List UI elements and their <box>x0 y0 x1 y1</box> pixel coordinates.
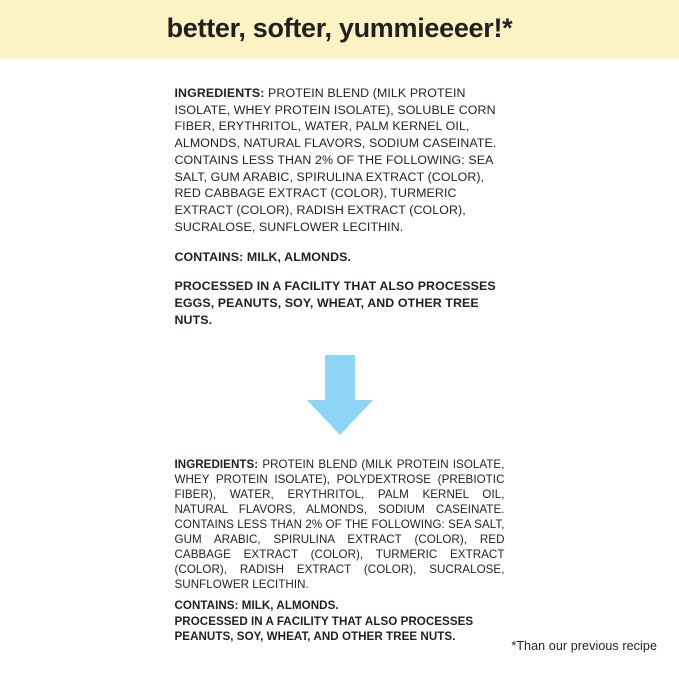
new-ingredients-heading: INGREDIENTS: <box>174 457 259 471</box>
old-ingredients-paragraph <box>175 85 505 236</box>
old-ingredients-text: PROTEIN BLEND (MILK PROTEIN ISOLATE, WHEY PROTEIN ISOLATE), SOLUBLE CORN FIBER, ERYTHRITOL, WATER, PALM KERNEL OIL, ALMONDS, NATURAL FLAVORS, SODIUM CASEINATE. CONTAINS LESS THAN 2% OF THE FOLLOWING: SEA SALT, GUM ARABIC, SPIRULINA EXTRACT (COLOR), RED CABBAGE EXTRACT (COLOR), TURMERIC EXTRACT (COLOR), RADISH EXTRACT (COLOR), SUCRALOSE, SUNFLOWER LECITHIN. <box>174 86 497 234</box>
old-contains-paragraph: CONTAINS: MILK, ALMONDS. <box>174 249 352 264</box>
new-recipe-label <box>175 457 505 645</box>
page-title: better, softer, yummieeeer!* <box>166 13 513 43</box>
new-ingredients-text: PROTEIN BLEND (MILK PROTEIN ISOLATE, WHEY PROTEIN ISOLATE), POLYDEXTROSE (PREBIOTIC FIBER), WATER, ERYTHRITOL, PALM KERNEL OIL, NATURAL FLAVORS, ALMONDS, SODIUM CASEINATE. CONTAINS LESS THAN 2% OF THE FOLLOWING: SEA SALT, GUM ARABIC, SPIRULINA EXTRACT (COLOR), RED CABBAGE EXTRACT (COLOR), TURMERIC EXTRACT (COLOR), RADISH EXTRACT (COLOR), SUCRALOSE, SUNFLOWER LECITHIN. <box>174 457 505 592</box>
arrow-head <box>307 400 373 435</box>
old-facility-paragraph: PROCESSED IN A FACILITY THAT ALSO PROCESSES EGGS, PEANUTS, SOY, WHEAT, AND OTHER TREE NUTS. <box>174 279 496 327</box>
comparison-content <box>0 59 679 644</box>
footnote: *Than our previous recipe <box>511 639 657 653</box>
old-ingredients-heading: INGREDIENTS: <box>174 86 265 100</box>
arrow-container <box>0 355 679 435</box>
arrow-stem <box>325 355 355 401</box>
down-arrow-icon <box>307 355 373 435</box>
new-ingredients-paragraph <box>175 457 505 593</box>
old-recipe-label <box>175 59 505 329</box>
headline-banner <box>0 0 679 59</box>
new-contains-paragraph: CONTAINS: MILK, ALMONDS. <box>174 599 339 613</box>
new-facility-paragraph: PROCESSED IN A FACILITY THAT ALSO PROCESSES PEANUTS, SOY, WHEAT, AND OTHER TREE NUTS. <box>174 615 474 643</box>
